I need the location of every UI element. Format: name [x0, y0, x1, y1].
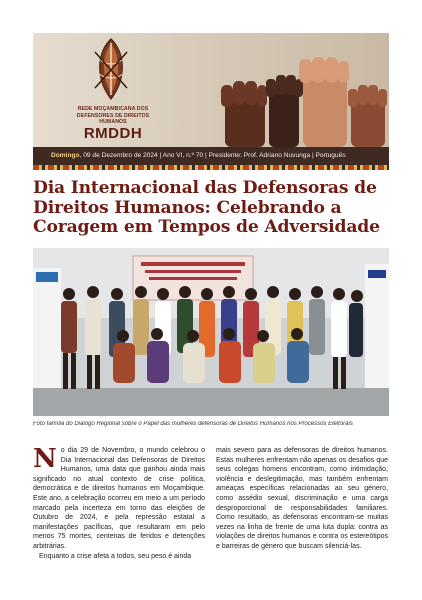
organization-acronym: RMDDH [83, 125, 143, 142]
group-photo [33, 248, 389, 416]
photo-caption: Foto família do Diálogo Regional sobre o Papel das mulheres defensoras de Direitos Humanos nos Processos Eleitorais [33, 421, 353, 427]
paragraph-2-end: mais severo para as defensoras de direitos humanos. Estas mulheres enfrentam não apenas os desafios que seus colegas homens encontram, como intimidação, violência e deslegitimação, mas também enfrentam ameaças específicas relacionadas ao seu género, como assédio sexual, discriminação e uma carga desproporcional de responsabilidades familiares. Como resultado, as defensoras encontram-se muitas vezes na linha de frente de uma luta dupla: contra as violações de direitos humanos e contra os estereótipos e barreiras de género que buscam silenciá-las. [216, 447, 388, 550]
group-photo-illustration [33, 248, 389, 416]
issue-date: Domingo [51, 152, 80, 159]
decorative-pattern-strip [33, 165, 389, 170]
raised-fists-icon [211, 57, 389, 147]
issue-details: , 09 de Dezembro de 2024 | Ano VI, n.º 70 | Presidente: Prof. Adriano Nuvunga | Português [79, 152, 346, 159]
article-title: Dia Internacional das Defensoras de Direitos Humanos: Celebrando a Coragem em Tempos de Adversidade [33, 178, 380, 237]
masthead [33, 33, 389, 165]
article-column-left [33, 446, 205, 561]
article-column-right [216, 446, 388, 552]
shield-logo-icon [91, 38, 131, 100]
paragraph-2-start: Enquanto a crise afeta a todos, seu peso é ainda [39, 552, 192, 560]
issue-info-bar [33, 147, 389, 165]
drop-cap: N [33, 444, 57, 474]
paragraph-1: o dia 29 de Novembro, o mundo celebrou o Dia Internacional das Defensoras de Direitos Humanos, uma data que ganhou ainda mais significado no atual contexto de crise política, democrática e de direitos humanos em Moçambique. Este ano, a celebração ocorreu em meio a um período marcado pela incerteza em torno das eleições de Outubro de 2024, e pela repressão estatal a manifestações pacíficas, que resultaram em pelo menos 75 mortes, centenas de feridos e detenções arbitrárias. [33, 447, 205, 550]
masthead-banner [33, 33, 389, 147]
organization-name: REDE MOÇAMBICANA DOS DEFENSORES DE DIREITOS HUMANOS [76, 106, 150, 125]
